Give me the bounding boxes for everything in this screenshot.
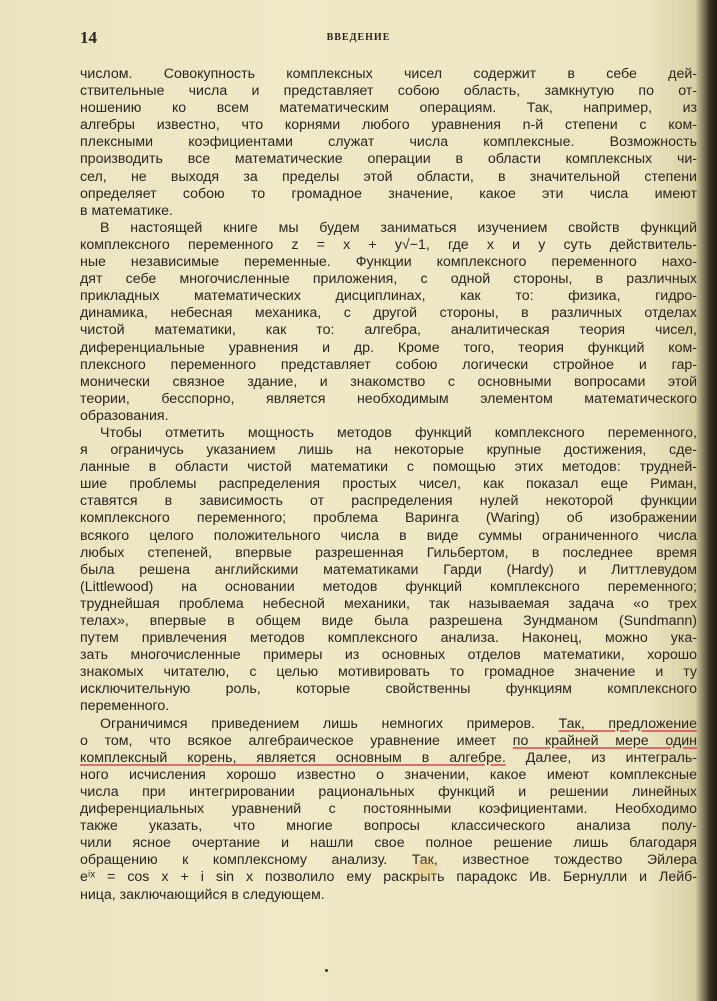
text-line: производить все математические операции в области комплексных чи- bbox=[80, 151, 697, 168]
text-line: исключительную роль, которые свойственны функциям комплексного bbox=[80, 681, 697, 698]
text-line: диференциальных уравнений с постоянными коэфициентами. Необходимо bbox=[80, 801, 697, 818]
ink-dot bbox=[325, 969, 328, 972]
text-line: определяет собою то громадное значение, какое эти числа имеют bbox=[80, 185, 697, 202]
text-line: (Littlewood) на основании методов функций комплексного переменного; bbox=[80, 578, 697, 595]
text-line: я ограничусь указанием лишь на некоторые крупные достижения, сде- bbox=[80, 442, 697, 459]
text-line: также указать, что многие вопросы классического анализа полу- bbox=[80, 818, 697, 835]
text-line: знакомых читателю, с целью мотивировать то громадное значение и ту bbox=[80, 664, 697, 681]
text-line bbox=[80, 750, 697, 767]
underlined-text: комплексный корень, является основным в алгебре. bbox=[80, 749, 506, 766]
text-line: ница, заключающийся в следующем. bbox=[80, 886, 325, 903]
text-line: обращению к комплексному анализу. Так, известное тождество Эйлера bbox=[80, 852, 697, 869]
text-line: шие проблемы распределения простых чисел, как показал еще Риман, bbox=[80, 476, 697, 493]
paragraph bbox=[80, 425, 697, 716]
text-line: образования. bbox=[80, 407, 169, 424]
text-line: числом. Совокупность комплексных чисел содержит в себе дей- bbox=[80, 66, 697, 82]
text-line: ставятся в зависимость от распределения нулей некоторой функции bbox=[80, 493, 697, 510]
text-line: плексными коэфициентами служат числа комплексные. Возможность bbox=[80, 134, 697, 151]
text-line: была решена английскими математиками Гарди (Hardy) и Литтлевудом bbox=[80, 561, 697, 578]
text-line: чистой математики, как то: алгебра, аналитическая теория чисел, bbox=[80, 322, 697, 339]
text-line: ствительные числа и представляет собою область, замкнутую по от- bbox=[80, 83, 697, 100]
page-number: 14 bbox=[80, 28, 97, 47]
underlined-text: по крайней мере один bbox=[512, 732, 697, 749]
text-line: всякого целого положительного числа в виде суммы ограниченного числа bbox=[80, 527, 697, 544]
paper-stain bbox=[415, 860, 437, 878]
text-line bbox=[80, 716, 697, 733]
text-line: В настоящей книге мы будем заниматься изучением свойств функций bbox=[100, 219, 697, 236]
underlined-text: Так, предложение bbox=[558, 715, 697, 732]
text-line: ланные в области чистой математики с помощью этих методов: трудней- bbox=[80, 459, 697, 476]
running-head: ВВЕДЕНИЕ bbox=[326, 32, 391, 43]
text-line: комплексного переменного; проблема Варинга (Waring) об изображении bbox=[80, 510, 697, 527]
text-segment: Ограничимся приведением лишь немногих примеров. bbox=[100, 715, 559, 732]
text-line: диференциальные уравнения и др. Кроме того, теория функций ком- bbox=[80, 339, 697, 356]
body-text bbox=[80, 66, 697, 904]
text-line: телах», впервые в общем виде была разрешена Зундманом (Sundmann) bbox=[80, 613, 697, 629]
text-line: числа при интегрировании рациональных функций и решении линейных bbox=[80, 783, 697, 800]
text-segment: о том, что всякое алгебраическое уравнение имеет bbox=[80, 732, 513, 749]
text-line: в математике. bbox=[80, 202, 173, 219]
text-line: зать многочисленные примеры из основных отделов математики, хорошо bbox=[80, 647, 697, 664]
text-line: дят себе многочисленные приложения, с одной стороны, в различных bbox=[80, 271, 697, 288]
text-line: труднейшая проблема небесной механики, так называемая задача «о трех bbox=[80, 595, 697, 612]
text-line: eⁱˣ = cos x + i sin x позволило ему раскрыть парадокс Ив. Бернулли и Лейб- bbox=[80, 869, 697, 886]
text-line: плексного переменного представляет собою логически стройное и гар- bbox=[80, 356, 697, 373]
paragraph bbox=[80, 220, 697, 425]
text-line bbox=[80, 733, 697, 750]
text-segment: Далее, из интеграль- bbox=[505, 749, 697, 766]
text-line: комплексного переменного z = x + y√−1, где x и y суть действитель- bbox=[80, 236, 697, 253]
text-line: ные независимые переменные. Функции комплексного переменного нахо- bbox=[80, 254, 697, 271]
paragraph bbox=[80, 66, 697, 220]
text-line: прикладных математических дисциплинах, как то: физика, гидро- bbox=[80, 288, 697, 305]
text-line: чили ясное очертание и нашли свое полное решение лишь благодаря bbox=[80, 835, 697, 852]
text-line: любых степеней, впервые разрешенная Гильбертом, в последнее время bbox=[80, 544, 697, 561]
text-line: переменного. bbox=[80, 698, 170, 715]
text-line: динамика, небесная механика, с другой стороны, в различных отделах bbox=[80, 305, 697, 322]
text-line: Чтобы отметить мощность методов функций комплексного переменного, bbox=[100, 424, 697, 441]
text-line: путем привлечения методов комплексного анализа. Наконец, можно ука- bbox=[80, 630, 697, 647]
text-line: ношению ко всем математическим операциям. Так, например, из bbox=[80, 100, 697, 117]
text-line: сел, не выходя за пределы этой области, в значительной степени bbox=[80, 168, 697, 185]
text-line: алгебры известно, что корнями любого уравнения n-й степени с ком- bbox=[80, 117, 697, 134]
text-line: монически связное здание, и знакомство с основными вопросами этой bbox=[80, 373, 697, 390]
paragraph bbox=[80, 716, 697, 904]
text-line: теории, бесспорно, является необходимым элементом математического bbox=[80, 390, 697, 407]
text-line: ного исчисления хорошо известно о значении, какое имеют комплексные bbox=[80, 766, 697, 783]
